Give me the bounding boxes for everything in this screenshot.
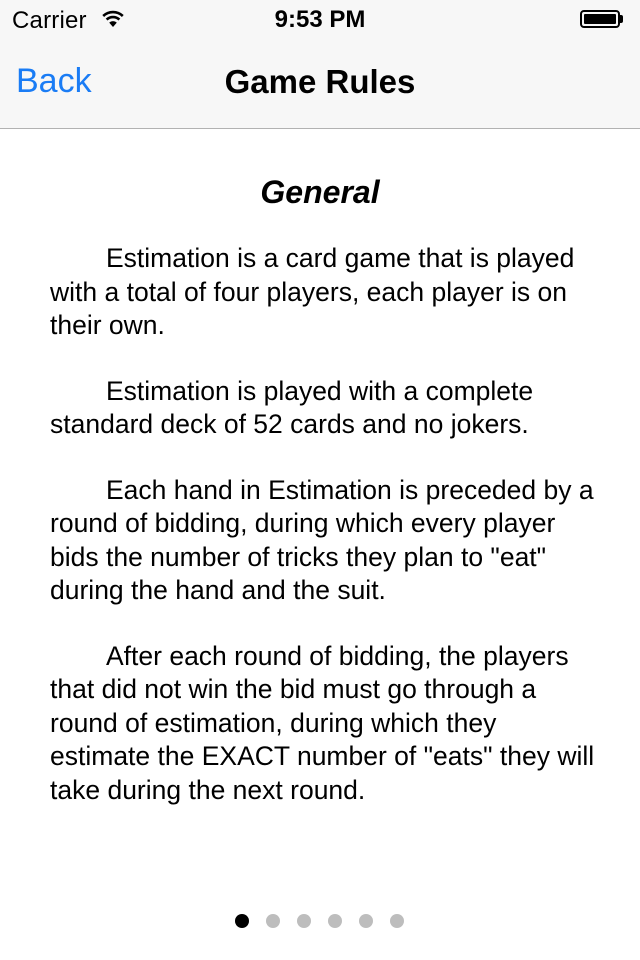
- page-dot[interactable]: [266, 914, 280, 928]
- section-heading: General: [260, 174, 380, 210]
- carrier-label: Carrier: [12, 7, 87, 34]
- battery-fill: [584, 14, 616, 24]
- page-title: Game Rules: [224, 63, 416, 100]
- battery-icon: [580, 10, 624, 28]
- rule-paragraph: Estimation is a card game that is played with a total of four players, each player is on their own.: [50, 243, 575, 340]
- rules-content: [50, 172, 598, 839]
- back-button[interactable]: Back: [16, 62, 92, 100]
- page-dot[interactable]: [328, 914, 342, 928]
- rule-paragraph: After each round of bidding, the players that did not win the bid must go through a round of estimation, during which they estimate the EXACT number of "eats" they will take during the next round.: [50, 640, 595, 805]
- status-bar: [0, 0, 640, 40]
- page-control[interactable]: [0, 914, 639, 932]
- rule-paragraph: Each hand in Estimation is preceded by a round of bidding, during which every player bids the number of tricks they plan to "eat" during the hand and the suit.: [50, 474, 594, 605]
- navigation-bar: [0, 0, 640, 129]
- page-dot[interactable]: [297, 914, 311, 928]
- page-dot[interactable]: [235, 914, 249, 928]
- status-time: 9:53 PM: [274, 6, 366, 33]
- rule-paragraph: Estimation is played with a complete standard deck of 52 cards and no jokers.: [50, 375, 534, 439]
- page-dot[interactable]: [390, 914, 404, 928]
- page-dot[interactable]: [359, 914, 373, 928]
